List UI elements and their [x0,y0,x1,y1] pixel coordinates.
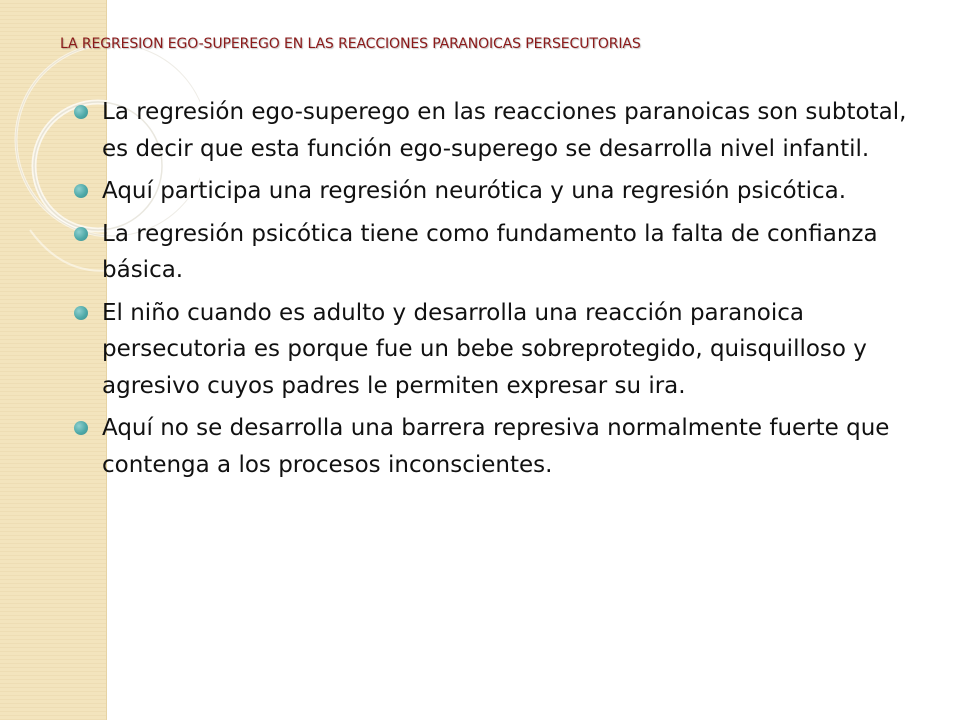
bullet-text: La regresión ego-superego en las reacciones paranoicas son subtotal, es decir que esta función ego-superego se desarrolla nivel infantil. [102,99,907,162]
bullet-dot-icon [74,105,88,119]
bullet-list [72,94,920,489]
bullet-item [72,173,920,210]
bullet-dot-icon [74,421,88,435]
slide-title: LA REGRESION EGO-SUPEREGO EN LAS REACCIONES PARANOICAS PERSECUTORIAS [60,36,641,52]
bullet-text: Aquí participa una regresión neurótica y una regresión psicótica. [102,178,847,204]
bullet-dot-icon [74,306,88,320]
bullet-item [72,295,920,405]
bullet-item [72,410,920,483]
bullet-dot-icon [74,184,88,198]
bullet-text: La regresión psicótica tiene como fundamento la falta de confianza básica. [102,220,878,283]
bullet-item [72,216,920,289]
bullet-text: Aquí no se desarrolla una barrera represiva normalmente fuerte que contenga a los procesos inconscientes. [102,415,890,478]
bullet-text: El niño cuando es adulto y desarrolla una reacción paranoica persecutoria es porque fue un bebe sobreprotegido, quisquilloso y agresivo cuyos padres le permiten expresar su ira. [102,299,867,399]
bullet-item [72,94,920,167]
bullet-dot-icon [74,227,88,241]
